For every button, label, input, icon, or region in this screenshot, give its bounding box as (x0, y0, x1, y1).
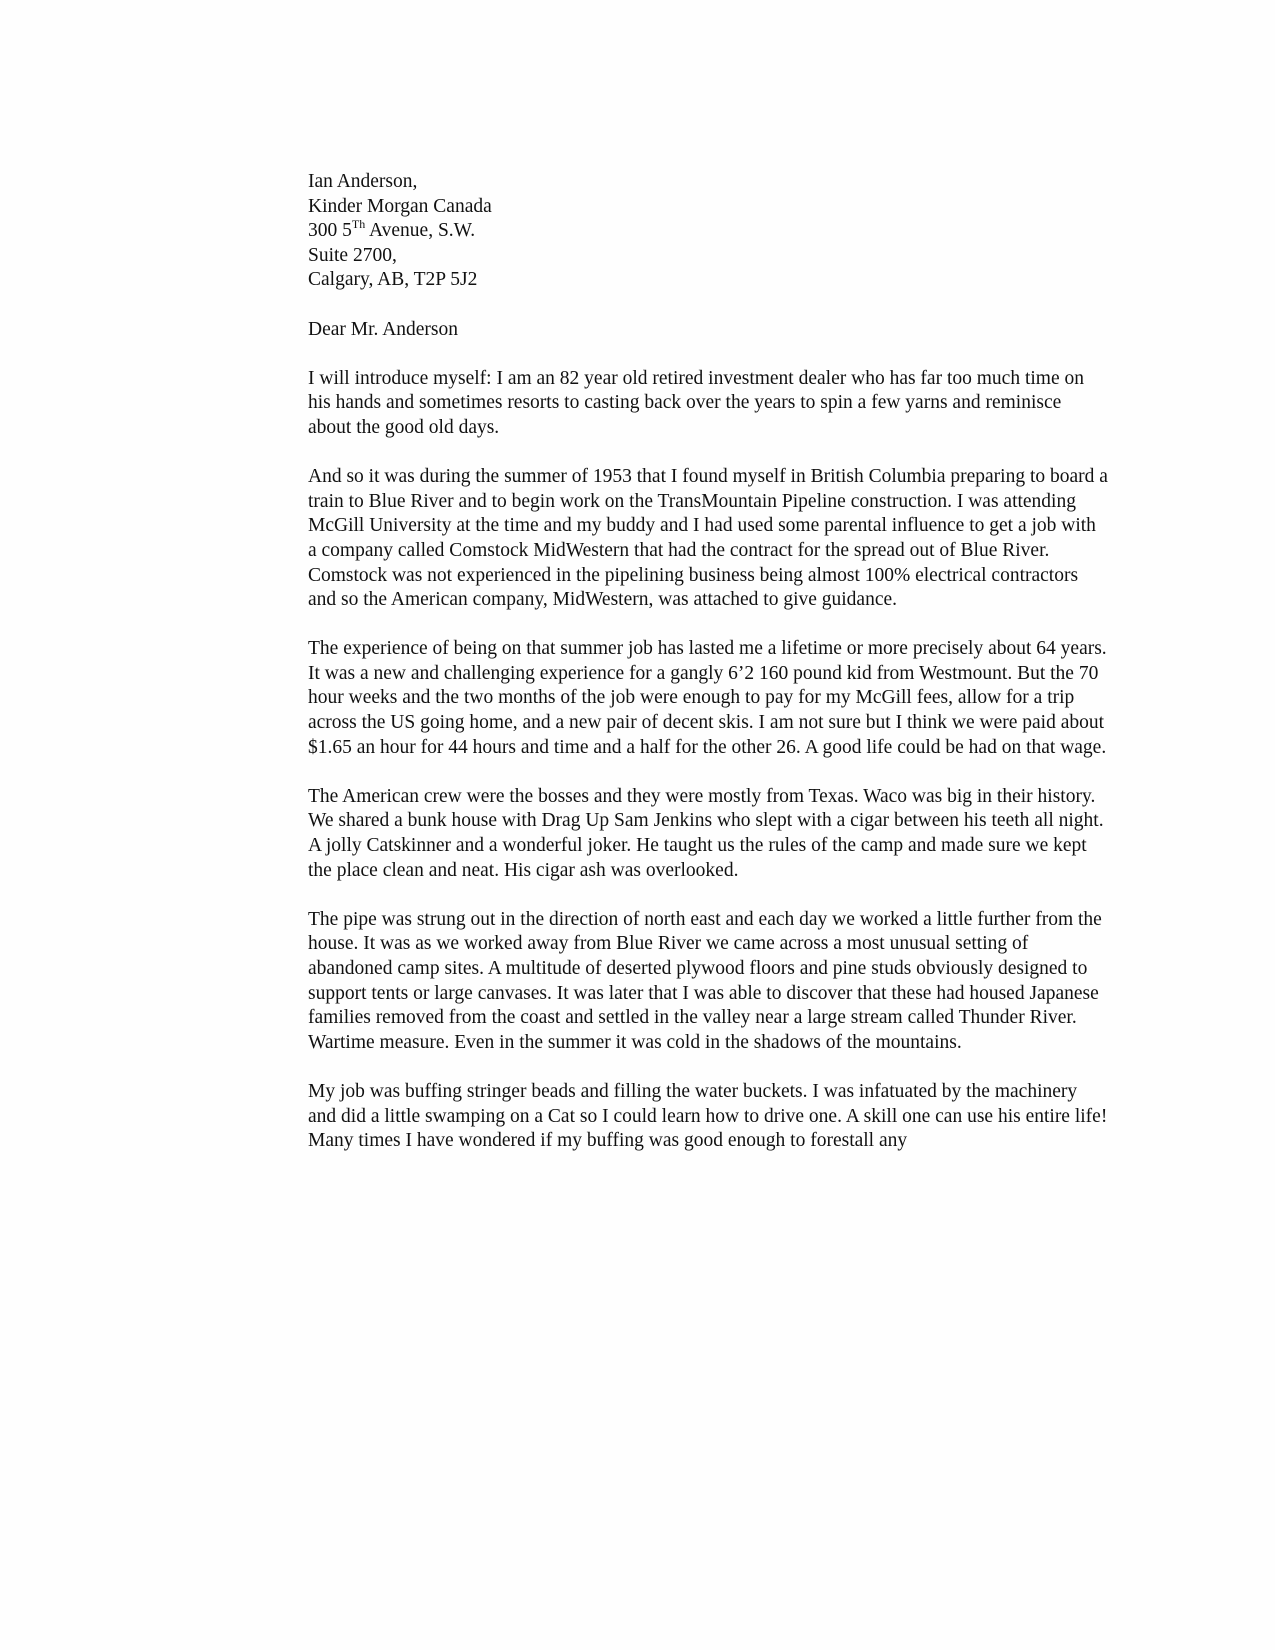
salutation: Dear Mr. Anderson (308, 318, 459, 340)
paragraph-camp-sites: The pipe was strung out in the direction of north east and each day we worked a little further from the house. It was as we worked away from Blue River we came across a most unusual setting of abandoned camp sites. A multitude of deserted plywood floors and pine studs obviously designed to support tents or large canvases. It was later that I was able to discover that these had housed Japanese families removed from the coast and settled in the valley near a large stream called Thunder River. Wartime measure. Even in the summer it was cold in the shadows of the mountains. (308, 908, 1102, 1053)
recipient-name: Ian Anderson, (308, 171, 418, 192)
paragraph-experience: The experience of being on that summer job has lasted me a lifetime or more precisely about 64 years. It was a new and challenging experience for a gangly 6’2 160 pound kid from Westmount. But the 70 hour weeks and the two months of the job were enough to pay for my McGill fees, allow for a trip across the US going home, and a new pair of decent skis. I am not sure but I think we were paid about $1.65 an hour for 44 hours and time and a half for the other 26. A good life could be had on that wage. (308, 638, 1107, 758)
recipient-suite: Suite 2700, (308, 244, 397, 266)
paragraph-american-crew: The American crew were the bosses and they were mostly from Texas. Waco was big in their history. We shared a bunk house with Drag Up Sam Jenkins who slept with a cigar between his teeth all night. A jolly Catskinner and a wonderful joker. He taught us the rules of the camp and made sure we kept the place clean and neat. His cigar ash was overlooked. (308, 785, 1104, 881)
paragraph-my-job: My job was buffing stringer beads and filling the water buckets. I was infatuated by the machinery and did a little swamping on a Cat so I could learn how to drive one. A skill one can use his entire life! Many times I have wondered if my buffing was good enough to forestall any (308, 1080, 1108, 1152)
street-ordinal-suffix: Th (351, 216, 366, 231)
paragraph-introduction: I will introduce myself: I am an 82 year old retired investment dealer who has far too much time on his hands and sometimes resorts to casting back over the years to spin a few yarns and reminisce about the good old days. (308, 367, 1084, 438)
recipient-company: Kinder Morgan Canada (308, 195, 492, 217)
street-name: Avenue, S.W. (365, 220, 476, 242)
recipient-address (308, 170, 1108, 293)
street-number: 300 5 (308, 220, 352, 242)
paragraph-summer-1953: And so it was during the summer of 1953 that I found myself in British Columbia preparing to board a train to Blue River and to begin work on the TransMountain Pipeline construction. I was attending McGill University at the time and my buddy and I had used some parental influence to get a job with a company called Comstock MidWestern that had the contract for the spread out of Blue River. Comstock was not experienced in the pipelining business being almost 100% electrical contractors and so the American company, MidWestern, was attached to give guidance. (308, 466, 1108, 611)
recipient-street (308, 216, 1108, 244)
letter-body (308, 170, 1108, 1154)
recipient-city: Calgary, AB, T2P 5J2 (308, 269, 478, 291)
